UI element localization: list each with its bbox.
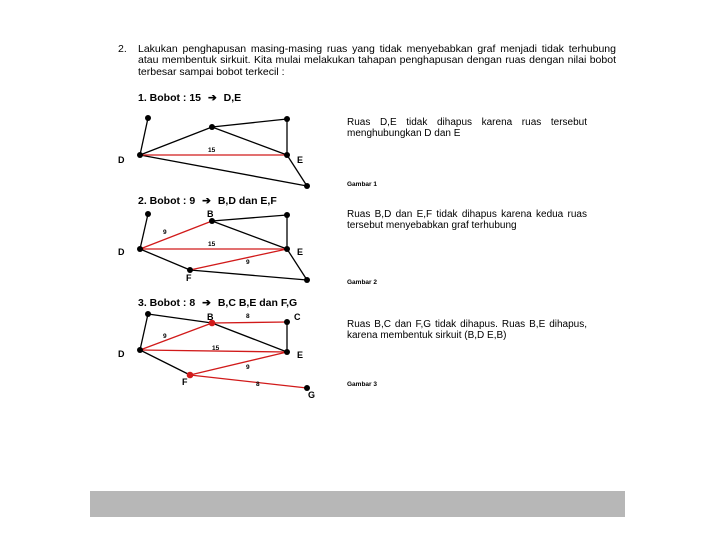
intro-number: 2.: [118, 43, 127, 55]
step-1-note: Ruas D,E tidak dihapus karena ruas tersebut menghubungkan D dan E: [347, 117, 587, 139]
fig2-weight-de: 15: [208, 241, 216, 248]
step-2-caption: Gambar 2: [347, 279, 377, 286]
edge-d-g: [140, 155, 307, 186]
edge-d-top: [140, 118, 148, 155]
footer-bar: [90, 491, 625, 517]
fig3-weight-de: 15: [212, 345, 220, 352]
fig1-label-d: D: [118, 155, 125, 165]
fig2-weight-ef: 9: [246, 259, 250, 266]
step-1-heading: 1. Bobot : 15 ➔ D,E: [138, 92, 242, 104]
fig3-label-d: D: [118, 349, 125, 359]
fig2-weight-bd: 9: [163, 229, 167, 236]
edge-b-e: [212, 127, 287, 155]
fig2-label-d: D: [118, 247, 125, 257]
arrow-icon: ➔: [202, 195, 211, 207]
node-g: [304, 183, 310, 189]
step-3-heading: 3. Bobot : 8 ➔ B,C B,E dan F,G: [138, 297, 298, 309]
fig2-label-e: E: [297, 247, 304, 257]
arrow-icon: ➔: [202, 297, 211, 309]
figure-3: [140, 314, 307, 388]
figure-2-nodes: [137, 211, 310, 283]
figure-2: [140, 214, 307, 280]
fig3-weight-fg: 8: [256, 381, 260, 388]
fig3-weight-bd: 9: [163, 333, 167, 340]
fig3-label-g: G: [308, 390, 316, 400]
fig3-weight-ef: 9: [246, 364, 250, 371]
node-top: [145, 115, 151, 121]
fig3-label-f: F: [182, 377, 188, 387]
fig3-label-e: E: [297, 350, 304, 360]
fig1-weight-de: 15: [208, 147, 216, 154]
step-1-caption: Gambar 1: [347, 181, 377, 188]
step-3-note: Ruas B,C dan F,G tidak dihapus. Ruas B,E dihapus, karena membentuk sirkuit (B,D E,B): [347, 319, 587, 341]
fig3-label-b: B: [207, 312, 214, 322]
fig3-label-c: C: [294, 312, 301, 322]
intro-text: Lakukan penghapusan masing-masing ruas yang tidak menyebabkan graf menjadi tidak terhubung atau membentuk sirkuit. Kita mulai melakukan tahapan penghapusan dengan ruas dengan nilai bobot terbesar sampai bobot terkecil :: [138, 43, 616, 78]
arrow-icon: ➔: [207, 92, 217, 104]
step-3-caption: Gambar 3: [347, 381, 377, 388]
node-b: [209, 124, 215, 130]
figure-1: [140, 118, 307, 186]
step-2-heading: 2. Bobot : 9 ➔ B,D dan E,F: [138, 195, 277, 207]
fig1-label-e: E: [297, 155, 304, 165]
node-d: [137, 152, 143, 158]
edge-d-b: [140, 127, 212, 155]
node-c: [284, 116, 290, 122]
edge-b-c: [212, 119, 287, 127]
step-2-note: Ruas B,D dan E,F tidak dihapus karena kedua ruas tersebut menyebabkan graf terhubung: [347, 209, 587, 231]
fig2-label-f: F: [186, 273, 192, 283]
fig2-label-b: B: [207, 209, 214, 219]
fig3-weight-bc: 8: [246, 313, 250, 320]
node-e: [284, 152, 290, 158]
